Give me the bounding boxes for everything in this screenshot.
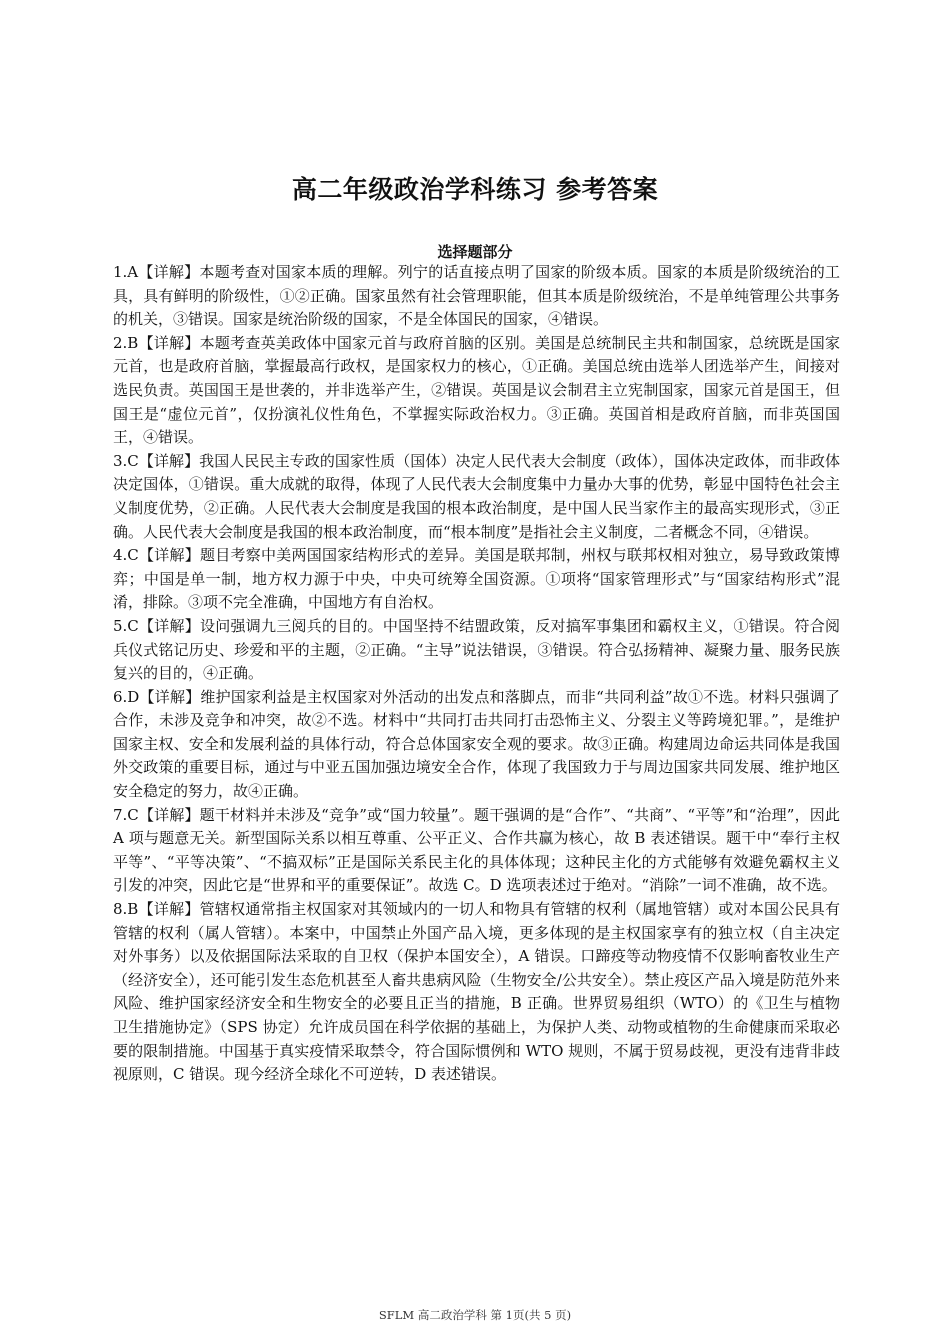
section-heading: 选择题部分 (437, 243, 513, 261)
page-footer: SFLM 高二政治学科 第 1页(共 5 页) (378, 1308, 572, 1322)
answer-7: 7.C【详解】题干材料并未涉及“竞争”或“国力较量”。题干强调的是“合作”、“共商”、“平等”和“治理”，因此 A 项与题意无关。新型国际关系以相互尊重、公平正义、合作共赢为核心，故 B 表述错误。题干中“奉行主权平等”、“平等决策”、“不搞双标”正是国际关系民主化的具体体现；这种民主化的方式能够有效避免霸权主义引发的冲突，因此它是“世界和平的重要保证”。故选 C。D 选项表述过于绝对。“消除”一词不准确，故不选。 (113, 805, 840, 895)
answer-3: 3.C【详解】我国人民民主专政的国家性质（国体）决定人民代表大会制度（政体），国体决定政体，而非政体决定国体，①错误。重大成就的取得，体现了人民代表大会制度集中力量办大事的优势，彰显中国特色社会主义制度优势，②正确。人民代表大会制度是我国的根本政治制度，是中国人民当家作主的最高实现形式，③正确。人民代表大会制度是我国的根本政治制度，而“根本制度”是指社会主义制度，二者概念不同，④错误。 (113, 451, 840, 541)
answer-5: 5.C【详解】设问强调九三阅兵的目的。中国坚持不结盟政策，反对搞军事集团和霸权主义，①错误。符合阅兵仪式铭记历史、珍爱和平的主题，②正确。“主导”说法错误，③错误。符合弘扬精神、凝聚力量、服务民族复兴的目的，④正确。 (113, 616, 840, 683)
answer-6: 6.D【详解】维护国家利益是主权国家对外活动的出发点和落脚点，而非“共同利益”故①不选。材料只强调了合作，未涉及竞争和冲突，故②不选。材料中“共同打击共同打击恐怖主义、分裂主义等跨境犯罪。”，是维护国家主权、安全和发展利益的具体行动，符合总体国家安全观的要求。故③正确。构建周边命运共同体是我国外交政策的重要目标，通过与中亚五国加强边境安全合作，体现了我国致力于与周边国家共同发展、维护地区安全稳定的努力，故④正确。 (113, 687, 840, 801)
document-title: 高二年级政治学科练习 参考答案 (291, 175, 659, 204)
answer-2: 2.B【详解】本题考查英美政体中国家元首与政府首脑的区别。美国是总统制民主共和制国家，总统既是国家元首，也是政府首脑，掌握最高行政权，是国家权力的核心，①正确。美国总统由选举人团选举产生，间接对选民负责。英国国王是世袭的，并非选举产生，②错误。英国是议会制君主立宪制国家，国家元首是国王，但国王是“虚位元首”，仅扮演礼仪性角色，不掌握实际政治权力。③正确。英国首相是政府首脑，而非英国国王，④错误。 (113, 333, 840, 447)
answer-1: 1.A【详解】本题考查对国家本质的理解。列宁的话直接点明了国家的阶级本质。国家的本质是阶级统治的工具，具有鲜明的阶级性，①②正确。国家虽然有社会管理职能，但其本质是阶级统治，不是单纯管理公共事务的机关，③错误。国家是统治阶级的国家，不是全体国民的国家，④错误。 (113, 263, 840, 329)
answer-4: 4.C【详解】题目考察中美两国国家结构形式的差异。美国是联邦制，州权与联邦权相对独立，易导致政策博弈；中国是单一制，地方权力源于中央，中央可统筹全国资源。①项将“国家管理形式”与“国家结构形式”混淆，排除。③项不完全准确，中国地方有自治权。 (113, 546, 840, 612)
answer-8: 8.B【详解】管辖权通常指主权国家对其领域内的一切人和物具有管辖的权利（属地管辖）或对本国公民具有管辖的权利（属人管辖）。本案中，中国禁止外国产品入境，更多体现的是主权国家享有的独立权（自主决定对外事务）以及依据国际法采取的自卫权（保护本国安全），A 错误。口蹄疫等动物疫情不仅影响畜牧业生产（经济安全），还可能引发生态危机甚至人畜共患病风险（生物安全/公共安全）。禁止疫区产品入境是防范外来风险、维护国家经济安全和生物安全的必要且正当的措施，B 正确。世界贸易组织（WTO）的《卫生与植物卫生措施协定》（SPS 协定）允许成员国在科学依据的基础上，为保护人类、动物或植物的生命健康而采取必要的限制措施。中国基于真实疫情采取禁令，符合国际惯例和 WTO 规则，不属于贸易歧视，更没有违背非歧视原则，C 错误。现今经济全球化不可逆转，D 表述错误。 (113, 900, 840, 1084)
answer-list (113, 261, 840, 1087)
